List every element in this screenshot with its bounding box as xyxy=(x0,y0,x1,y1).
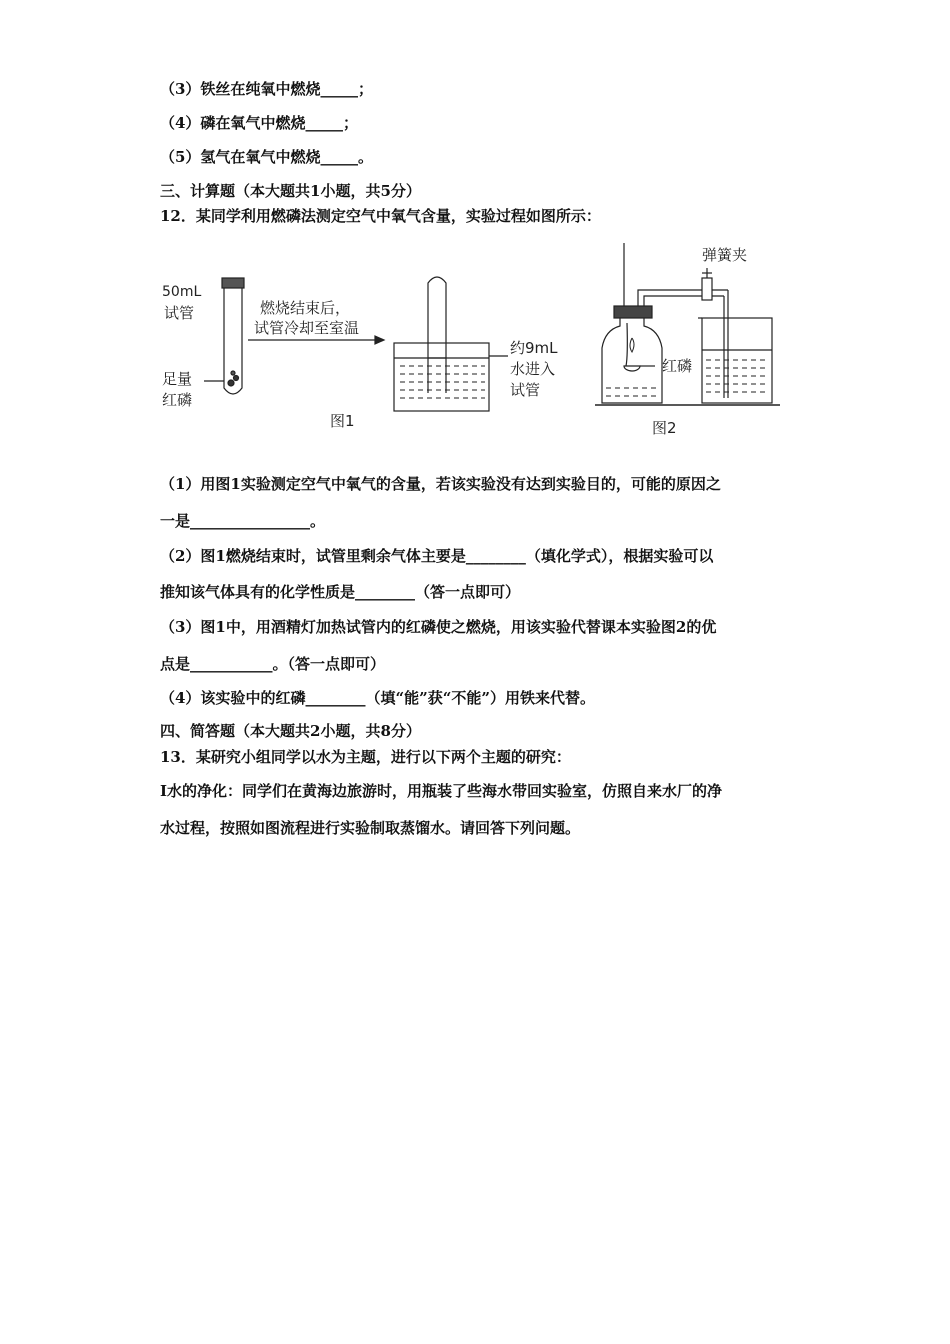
q13-part-1b: 水过程，按照如图流程进行实验制取蒸馏水。请回答下列问题。 xyxy=(160,819,581,837)
q12-part-3a: （3）图1中，用酒精灯加热试管内的红磷使之燃烧，用该实验代替课本实验图2的优 xyxy=(160,618,717,636)
section-4-title: 四、简答题（本大题共2小题，共8分） xyxy=(160,722,421,740)
q12-part-1a: （1）用图1实验测定空气中氧气的含量，若该实验没有达到实验目的，可能的原因之 xyxy=(160,475,721,493)
arrow-text-2: 试管冷却至室温 xyxy=(254,319,360,337)
label-50ml: 50mL xyxy=(162,284,202,300)
question-4-line: （4）磷在氧气中燃烧_____； xyxy=(160,114,358,132)
q13-part-1a: I水的净化：同学们在黄海边旅游时，用瓶装了些海水带回实验室，仿照自来水厂的净 xyxy=(160,782,723,800)
question-13-stem: 13．某研究小组同学以水为主题，进行以下两个主题的研究： xyxy=(160,748,571,766)
label-red-phosphorus: 红磷 xyxy=(162,391,193,409)
experiment-figure xyxy=(150,238,790,443)
question-12-stem: 12．某同学利用燃磷法测定空气中氧气含量，实验过程如图所示： xyxy=(160,207,601,225)
label-test-tube: 试管 xyxy=(164,304,195,322)
arrow-text-1: 燃烧结束后， xyxy=(260,299,351,317)
label-spring-clamp: 弹簧夹 xyxy=(702,246,748,264)
figure-2 xyxy=(595,243,780,405)
q12-part-4: （4）该实验中的红磷________（填“能”获“不能”）用铁来代替。 xyxy=(160,689,595,707)
label-red-phosphorus-2: 红磷 xyxy=(662,357,693,375)
q12-part-2b: 推知该气体具有的化学性质是________（答一点即可） xyxy=(160,583,521,601)
label-tube-2: 试管 xyxy=(510,381,541,399)
q12-part-2a: （2）图1燃烧结束时，试管里剩余气体主要是________（填化学式），根据实验可以 xyxy=(160,547,714,565)
section-3-title: 三、计算题（本大题共1小题，共5分） xyxy=(160,182,421,200)
question-5-line: （5）氢气在氧气中燃烧_____。 xyxy=(160,148,373,166)
figure-2-caption: 图2 xyxy=(652,419,677,437)
label-about-9ml: 约9mL xyxy=(510,339,558,357)
question-3-line: （3）铁丝在纯氧中燃烧_____； xyxy=(160,80,373,98)
label-enough: 足量 xyxy=(162,370,193,388)
q12-part-3b: 点是___________。（答一点即可） xyxy=(160,655,386,673)
q12-part-1b: 一是________________。 xyxy=(160,512,326,530)
label-water-in: 水进入 xyxy=(510,360,556,378)
figure-1-caption: 图1 xyxy=(330,412,355,430)
figure-1 xyxy=(204,277,508,411)
